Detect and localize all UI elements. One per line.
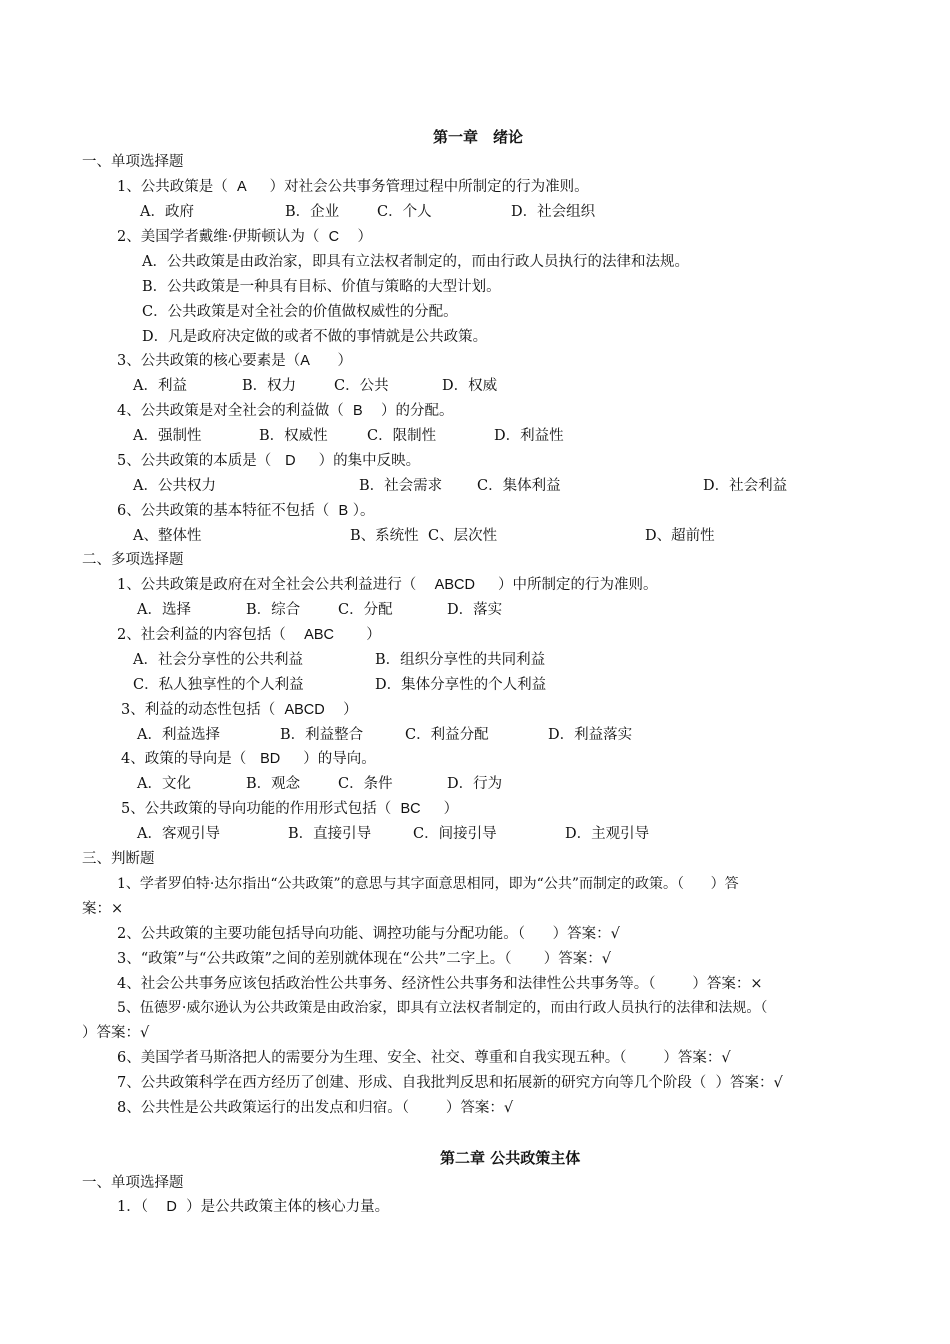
option: D、超前性 [645,528,715,544]
option: C、层次性 [428,528,498,544]
option: C．公共 [334,378,389,394]
option: B．综合 [246,602,301,618]
judgment-7: 7、公共政策科学在西方经历了创建、形成、自我批判反思和拓展新的研究方向等几个阶段（ ）答案：√ [117,1075,783,1091]
option: B．企业 [285,204,340,220]
question-4: 4、公共政策是对全社会的利益做（ B ）的分配。 [117,403,454,419]
answer: D [166,1199,177,1215]
option: A．社会分享性的公共利益 [133,652,303,668]
option: A．公共权力 [133,478,216,494]
answer: ABCD [284,702,325,718]
answer: BD [260,751,281,767]
multi-question-5: 5、公共政策的导向功能的作用形式包括（ BC ） [121,801,459,817]
multi-question-3: 3、利益的动态性包括（ ABCD ） [121,702,358,718]
option: C．集体利益 [477,478,561,494]
option: C．限制性 [367,428,437,444]
option: B．直接引导 [288,826,372,842]
option: A．客观引导 [137,826,220,842]
multi-question-2: 2、社会利益的内容包括（ ABC ） [117,627,381,643]
judgment-1-answer: 案：× [82,901,124,917]
question-1: 1、公共政策是（ A ）对社会公共事务管理过程中所制定的行为准则。 [117,179,589,195]
option: D．落实 [447,602,503,618]
option: D．利益落实 [548,727,633,743]
option: C．分配 [338,602,393,618]
section-heading: 一、单项选择题 [82,154,184,170]
option: B．权力 [242,378,297,394]
option: D．主观引导 [565,826,650,842]
judgment-8: 8、公共性是公共政策运行的出发点和归宿。（ ）答案：√ [117,1100,514,1116]
judgment-5: 5、伍德罗·威尔逊认为公共政策是由政治家，即具有立法权者制定的，而由行政人员执行的法律和法规。（ [117,1000,768,1016]
option: D．社会组织 [511,204,596,220]
option: A．利益选择 [137,727,220,743]
answer: B [338,503,349,519]
answer: A [300,353,310,369]
option: A．政府 [140,204,194,220]
option: C．利益分配 [405,727,489,743]
multi-question-1: 1、公共政策是政府在对全社会公共利益进行（ ABCD ）中所制定的行为准则。 [117,577,658,593]
question-3: 3、公共政策的核心要素是（A ） [117,353,353,369]
answer: D [285,453,296,469]
answer: C [328,229,340,245]
option: D．权威 [442,378,498,394]
section-heading: 一、单项选择题 [82,1175,184,1191]
answer: A [236,179,247,195]
option: A、整体性 [133,528,202,544]
option: B．利益整合 [280,727,364,743]
option: A．利益 [133,378,187,394]
answer: BC [400,801,421,817]
section-heading: 三、判断题 [82,851,155,867]
option: A．强制性 [133,428,202,444]
option: C．间接引导 [413,826,497,842]
option: A．文化 [137,776,191,792]
option: C．个人 [377,204,432,220]
option: A．选择 [137,602,191,618]
option: B．社会需求 [359,478,443,494]
question-6: 6、公共政策的基本特征不包括（ B ）。 [117,503,375,519]
multi-question-4: 4、政策的导向是（ BD ）的导向。 [121,751,376,767]
chapter-title: 第二章 公共政策主体 [440,1149,581,1167]
option: D．行为 [447,776,503,792]
option: A．公共政策是由政治家，即具有立法权者制定的，而由行政人员执行的法律和法规。 [142,254,689,270]
option: B．权威性 [259,428,328,444]
option: D．凡是政府决定做的或者不做的事情就是公共政策。 [142,329,488,345]
judgment-6: 6、美国学者马斯洛把人的需要分为生理、安全、社交、尊重和自我实现五种。（ ）答案：√ [117,1050,731,1066]
option: D．利益性 [494,428,564,444]
answer: ABCD [434,577,475,593]
chapter-title: 第一章 绪论 [433,128,524,146]
question-1: 1．（ D ）是公共政策主体的核心力量。 [117,1199,390,1215]
question-2: 2、美国学者戴维·伊斯顿认为（ C ） [117,229,372,245]
option: B．观念 [246,776,301,792]
judgment-4: 4、社会公共事务应该包括政治性公共事务、经济性公共事务和法律性公共事务等。（ ）答案：× [117,976,763,992]
option: B、系统性 [350,528,419,544]
option: C．条件 [338,776,393,792]
option: B．组织分享性的共同利益 [375,652,546,668]
answer: ABC [304,627,334,643]
judgment-1: 1、学者罗伯特·达尔指出“公共政策”的意思与其字面意思相同，即为“公共”而制定的政策。（ ）答 [117,876,739,892]
option: D．社会利益 [703,478,788,494]
option: C．私人独享性的个人利益 [133,677,304,693]
judgment-2: 2、公共政策的主要功能包括导向功能、调控功能与分配功能。（ ）答案：√ [117,926,620,942]
option: B．公共政策是一种具有目标、价值与策略的大型计划。 [142,279,501,295]
option: C．公共政策是对全社会的价值做权威性的分配。 [142,304,458,320]
judgment-3: 3、“政策”与“公共政策”之间的差别就体现在“公共”二字上。（ ）答案：√ [117,951,611,967]
section-heading: 二、多项选择题 [82,552,184,568]
answer: B [352,403,363,419]
question-5: 5、公共政策的本质是（ D ）的集中反映。 [117,453,421,469]
option: D．集体分享性的个人利益 [375,677,547,693]
judgment-5-answer: ）答案：√ [82,1025,150,1041]
